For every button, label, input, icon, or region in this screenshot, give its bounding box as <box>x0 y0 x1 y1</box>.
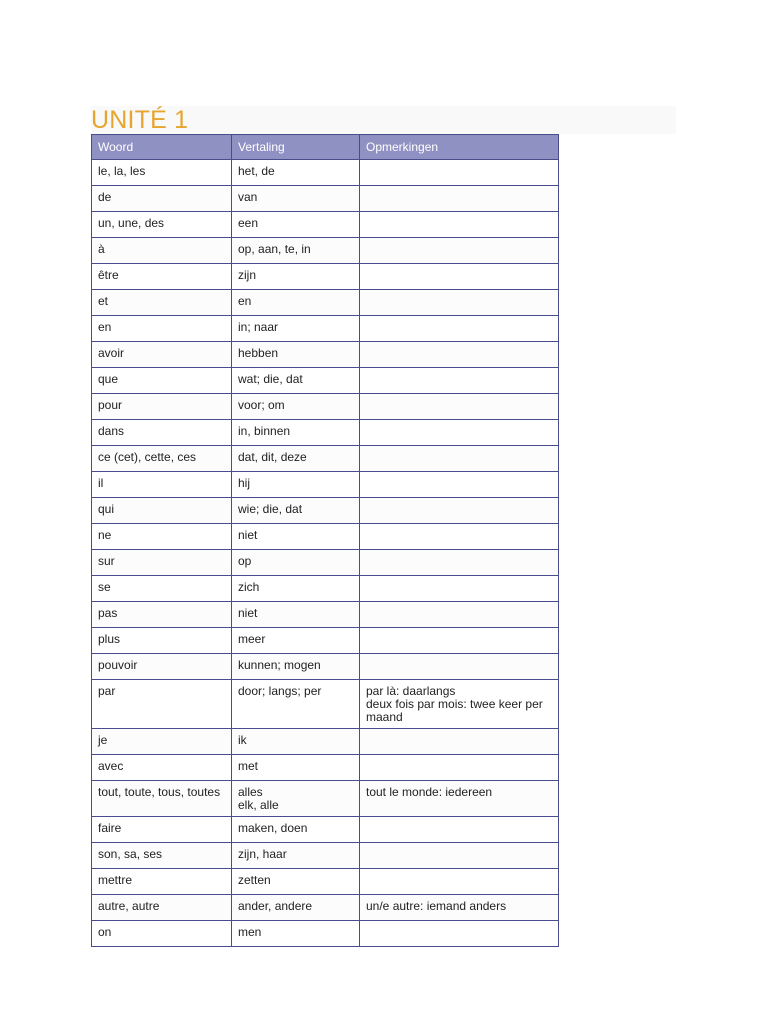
cell-vertaling: in; naar <box>232 316 360 342</box>
cell-vertaling: voor; om <box>232 394 360 420</box>
cell-opmerkingen <box>360 817 559 843</box>
table-row <box>92 524 559 550</box>
column-header-woord: Woord <box>92 135 232 160</box>
table-header-row <box>92 135 559 160</box>
cell-woord: que <box>92 368 232 394</box>
table-row <box>92 817 559 843</box>
cell-opmerkingen <box>360 921 559 947</box>
table-row <box>92 186 559 212</box>
cell-vertaling: zetten <box>232 869 360 895</box>
cell-vertaling: van <box>232 186 360 212</box>
table-row <box>92 895 559 921</box>
cell-vertaling: wie; die, dat <box>232 498 360 524</box>
table-row <box>92 576 559 602</box>
cell-woord: pas <box>92 602 232 628</box>
cell-vertaling: niet <box>232 524 360 550</box>
cell-vertaling: men <box>232 921 360 947</box>
table-row <box>92 238 559 264</box>
cell-opmerkingen <box>360 524 559 550</box>
cell-woord: faire <box>92 817 232 843</box>
cell-vertaling: zijn <box>232 264 360 290</box>
cell-opmerkingen <box>360 160 559 186</box>
cell-woord: son, sa, ses <box>92 843 232 869</box>
column-header-opmerkingen: Opmerkingen <box>360 135 559 160</box>
cell-woord: en <box>92 316 232 342</box>
cell-woord: être <box>92 264 232 290</box>
cell-woord: mettre <box>92 869 232 895</box>
cell-opmerkingen: tout le monde: iedereen <box>360 781 559 817</box>
table-row <box>92 680 559 729</box>
table-row <box>92 420 559 446</box>
table-row <box>92 472 559 498</box>
table-row <box>92 755 559 781</box>
vocabulary-table <box>91 134 559 947</box>
cell-vertaling: wat; die, dat <box>232 368 360 394</box>
cell-woord: avec <box>92 755 232 781</box>
cell-opmerkingen <box>360 729 559 755</box>
cell-vertaling: hebben <box>232 342 360 368</box>
cell-woord: avoir <box>92 342 232 368</box>
cell-opmerkingen <box>360 755 559 781</box>
cell-woord: pouvoir <box>92 654 232 680</box>
table-row <box>92 342 559 368</box>
cell-woord: de <box>92 186 232 212</box>
table-row <box>92 394 559 420</box>
cell-woord: on <box>92 921 232 947</box>
cell-opmerkingen: par là: daarlangs deux fois par mois: twee keer per maand <box>360 680 559 729</box>
column-header-vertaling: Vertaling <box>232 135 360 160</box>
cell-vertaling: zich <box>232 576 360 602</box>
cell-opmerkingen: un/e autre: iemand anders <box>360 895 559 921</box>
cell-vertaling: op <box>232 550 360 576</box>
table-row <box>92 921 559 947</box>
cell-vertaling: kunnen; mogen <box>232 654 360 680</box>
table-row <box>92 654 559 680</box>
cell-woord: je <box>92 729 232 755</box>
cell-vertaling: hij <box>232 472 360 498</box>
cell-opmerkingen <box>360 843 559 869</box>
cell-woord: dans <box>92 420 232 446</box>
cell-opmerkingen <box>360 498 559 524</box>
cell-vertaling: niet <box>232 602 360 628</box>
cell-vertaling: met <box>232 755 360 781</box>
cell-vertaling: dat, dit, deze <box>232 446 360 472</box>
table-row <box>92 869 559 895</box>
cell-woord: ce (cet), cette, ces <box>92 446 232 472</box>
cell-vertaling: zijn, haar <box>232 843 360 869</box>
cell-opmerkingen <box>360 212 559 238</box>
cell-woord: à <box>92 238 232 264</box>
table-row <box>92 212 559 238</box>
table-row <box>92 628 559 654</box>
cell-opmerkingen <box>360 238 559 264</box>
cell-opmerkingen <box>360 602 559 628</box>
cell-woord: sur <box>92 550 232 576</box>
cell-vertaling: en <box>232 290 360 316</box>
table-row <box>92 316 559 342</box>
cell-vertaling: door; langs; per <box>232 680 360 729</box>
page-title: UNITÉ 1 <box>91 106 189 134</box>
cell-opmerkingen <box>360 628 559 654</box>
table-row <box>92 160 559 186</box>
table-row <box>92 602 559 628</box>
cell-opmerkingen <box>360 290 559 316</box>
table-body <box>92 160 559 947</box>
cell-woord: autre, autre <box>92 895 232 921</box>
cell-opmerkingen <box>360 472 559 498</box>
cell-opmerkingen <box>360 368 559 394</box>
cell-vertaling: een <box>232 212 360 238</box>
table-row <box>92 843 559 869</box>
cell-opmerkingen <box>360 576 559 602</box>
table-row <box>92 290 559 316</box>
cell-opmerkingen <box>360 394 559 420</box>
cell-vertaling: alles elk, alle <box>232 781 360 817</box>
cell-opmerkingen <box>360 264 559 290</box>
cell-woord: un, une, des <box>92 212 232 238</box>
cell-opmerkingen <box>360 869 559 895</box>
table-row <box>92 446 559 472</box>
cell-vertaling: maken, doen <box>232 817 360 843</box>
cell-opmerkingen <box>360 654 559 680</box>
cell-woord: plus <box>92 628 232 654</box>
table-row <box>92 368 559 394</box>
table-row <box>92 729 559 755</box>
cell-opmerkingen <box>360 420 559 446</box>
cell-opmerkingen <box>360 342 559 368</box>
cell-opmerkingen <box>360 446 559 472</box>
cell-woord: et <box>92 290 232 316</box>
table-row <box>92 264 559 290</box>
cell-vertaling: het, de <box>232 160 360 186</box>
cell-opmerkingen <box>360 186 559 212</box>
cell-woord: par <box>92 680 232 729</box>
cell-opmerkingen <box>360 316 559 342</box>
cell-woord: pour <box>92 394 232 420</box>
cell-vertaling: op, aan, te, in <box>232 238 360 264</box>
cell-woord: qui <box>92 498 232 524</box>
cell-vertaling: ik <box>232 729 360 755</box>
cell-woord: tout, toute, tous, toutes <box>92 781 232 817</box>
cell-woord: ne <box>92 524 232 550</box>
cell-vertaling: in, binnen <box>232 420 360 446</box>
table-row <box>92 550 559 576</box>
cell-woord: se <box>92 576 232 602</box>
table-row <box>92 781 559 817</box>
cell-vertaling: ander, andere <box>232 895 360 921</box>
cell-woord: il <box>92 472 232 498</box>
cell-vertaling: meer <box>232 628 360 654</box>
cell-woord: le, la, les <box>92 160 232 186</box>
table-row <box>92 498 559 524</box>
cell-opmerkingen <box>360 550 559 576</box>
